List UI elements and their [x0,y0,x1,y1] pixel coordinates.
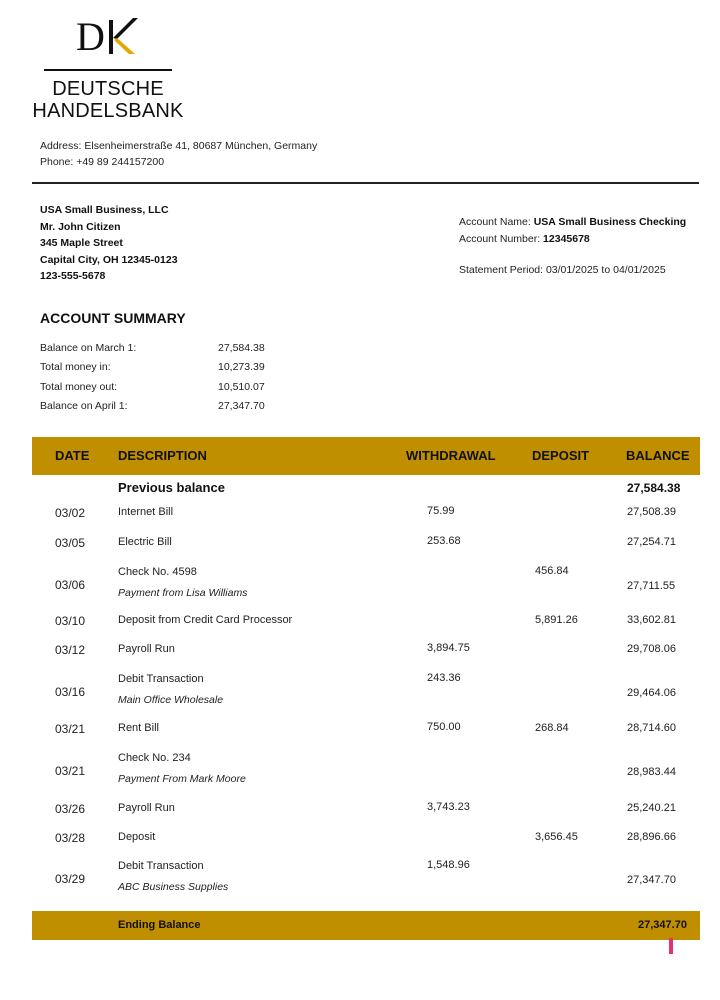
summary-row [40,361,300,380]
account-number-value: 12345678 [543,233,590,245]
transaction-date: 03/05 [55,536,86,550]
transaction-balance: 27,347.70 [627,874,676,886]
transaction-withdrawal: 253.68 [427,535,461,547]
header-withdrawal: WITHDRAWAL [406,448,496,463]
transaction-date: 03/06 [55,578,86,592]
summary-value: 10,510.07 [218,380,265,393]
transaction-balance: 25,240.21 [627,802,676,814]
transaction-balance: 29,464.06 [627,687,676,699]
bank-name-line1: DEUTSCHE [52,78,164,100]
previous-balance-label: Previous balance [118,480,225,495]
account-name-value: USA Small Business Checking [533,216,687,228]
transaction-withdrawal: 3,743.23 [427,801,470,813]
bank-address: Address: Elsenheimerstraße 41, 80687 München, Germany [40,140,318,152]
transaction-withdrawal: 1,548.96 [427,859,470,871]
transaction-description: Electric Bill [118,536,172,548]
transaction-date: 03/28 [55,831,86,845]
transaction-description: Deposit from Credit Card Processor [118,614,293,626]
account-name-line [459,214,686,231]
summary-row [40,381,300,400]
transaction-date: 03/02 [55,506,86,520]
logo-divider [44,69,172,71]
transaction-description: Payroll Run [118,802,175,814]
summary-label: Balance on April 1: [40,399,128,412]
transaction-balance: 27,254.71 [627,536,676,548]
transaction-balance: 28,983.44 [627,766,676,778]
bank-name-line2: HANDELSBANK [32,100,184,122]
transaction-withdrawal: 3,894.75 [427,642,470,654]
transactions-header [32,437,700,475]
statement-period: Statement Period: 03/01/2025 to 04/01/2025 [459,264,666,276]
account-number-line [459,231,686,248]
account-number-label: Account Number: [459,233,541,245]
transaction-description: Payroll Run [118,643,175,655]
transaction-description: Internet Bill [118,506,174,518]
transaction-balance: 27,508.39 [627,506,676,518]
transaction-subdescription: ABC Business Supplies [118,881,229,893]
previous-balance-value: 27,584.38 [627,481,681,495]
ending-balance-row [32,911,700,940]
transaction-deposit: 5,891.26 [535,614,578,626]
ending-balance-label: Ending Balance [118,919,201,931]
bank-contact [40,138,317,170]
header-balance: BALANCE [626,448,690,463]
transaction-date: 03/16 [55,685,86,699]
transaction-date: 03/29 [55,872,86,886]
transaction-description: Deposit [118,831,156,843]
summary-label: Total money out: [40,380,118,393]
transaction-date: 03/26 [55,802,86,816]
summary-label: Total money in: [40,361,111,374]
transaction-balance: 29,708.06 [627,643,676,655]
transaction-date: 03/10 [55,614,86,628]
transaction-subdescription: Payment From Mark Moore [118,773,246,785]
dk-logo-icon [73,14,143,58]
summary-value: 10,273.39 [218,361,265,374]
customer-street: 345 Maple Street [40,237,123,249]
customer-address-block [40,202,178,285]
transaction-date: 03/12 [55,643,86,657]
transaction-deposit: 3,656.45 [535,831,578,843]
summary-label: Balance on March 1: [40,342,137,354]
transaction-date: 03/21 [55,764,86,778]
header-date: DATE [55,448,90,463]
transaction-balance: 27,711.55 [627,580,676,592]
summary-value: 27,584.38 [218,342,265,354]
header-divider [32,182,699,184]
transaction-deposit: 268.84 [535,722,569,734]
transaction-description: Check No. 4598 [118,566,197,578]
header-deposit: DEPOSIT [532,448,590,463]
account-name-label: Account Name: [459,216,531,228]
transaction-description: Debit Transaction [118,860,204,872]
account-info [459,214,686,279]
transaction-withdrawal: 75.99 [427,505,455,517]
svg-text:D: D [76,14,105,58]
customer-company: USA Small Business, LLC [40,204,169,216]
transaction-date: 03/21 [55,722,86,736]
transaction-withdrawal: 243.36 [427,672,461,684]
summary-title: ACCOUNT SUMMARY [40,310,186,326]
customer-phone: 123-555-5678 [40,270,106,282]
transaction-description: Rent Bill [118,722,159,734]
transaction-subdescription: Payment from Lisa Williams [118,587,248,599]
bank-phone: Phone: +49 89 244157200 [40,156,165,168]
transaction-balance: 28,896.66 [627,831,676,843]
summary-row [40,400,300,419]
page-marker [669,938,673,954]
transaction-subdescription: Main Office Wholesale [118,694,224,706]
transaction-balance: 33,602.81 [627,614,676,626]
account-summary [40,342,300,419]
transaction-withdrawal: 750.00 [427,721,461,733]
customer-name: Mr. John Citizen [40,220,121,233]
transaction-balance: 28,714.60 [627,722,676,734]
header-description: DESCRIPTION [118,448,207,463]
bank-name [28,78,188,122]
bank-logo [28,14,188,122]
transaction-description: Check No. 234 [118,752,191,764]
ending-balance-value: 27,347.70 [638,919,687,931]
transaction-deposit: 456.84 [535,565,569,577]
summary-value: 27,347.70 [218,399,265,412]
transaction-description: Debit Transaction [118,673,204,685]
customer-city: Capital City, OH 12345-0123 [40,253,178,266]
summary-row [40,342,300,361]
